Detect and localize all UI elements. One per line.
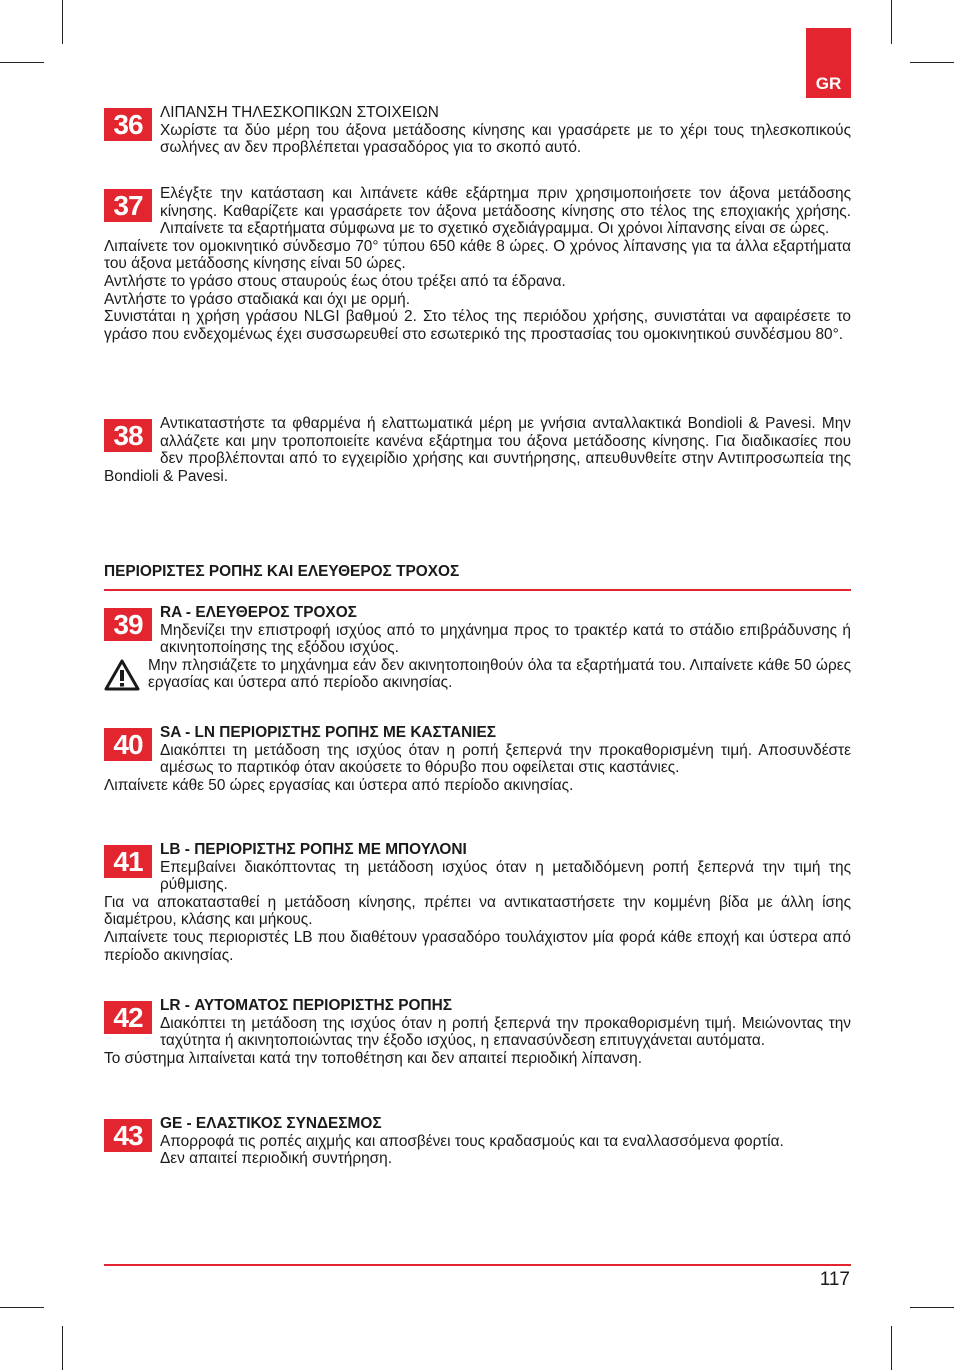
section-number: 43 [104, 1119, 152, 1152]
section-43 [104, 1115, 851, 1168]
footer-divider [104, 1264, 851, 1266]
section-36 [104, 104, 851, 157]
paragraph: Διακόπτει τη μετάδοση της ισχύος όταν η ροπή ξεπερνά την προκαθορισμένη τιμή. Αποσυνδέστε αμέσως το παρτικόφ όταν ακούσετε το θόρυβο που οφείλεται στις καστάνιες. [160, 741, 851, 777]
section-heading: GE - ΕΛΑΣΤΙΚΟΣ ΣΥΝΔΕΣΜΟΣ [160, 1115, 382, 1132]
section-number: 36 [104, 108, 152, 141]
section-number: 40 [104, 728, 152, 761]
crop-mark [0, 1307, 44, 1308]
warning-note [104, 657, 851, 692]
crop-mark [891, 0, 892, 44]
paragraph: Συνιστάται η χρήση γράσου NLGI βαθμού 2. Στο τέλος της περιόδου χρήσης, συνιστάται να αφαιρέσετε το γράσο που ενδεχομένως έχει συσσωρευθεί στο εσωτερικό της προστασίας του ομοκινητικού συνδέσμου 80°. [104, 308, 851, 343]
section-number: 41 [104, 845, 152, 878]
paragraph: Αντλήστε το γράσο στους σταυρούς έως ότου τρέξει από τα έδρανα. [104, 272, 566, 290]
section-41 [104, 841, 851, 964]
paragraph: Απορροφά τις ροπές αιχμής και αποσβένει τους κραδασμούς και τα εναλλασσόμενα φορτία. [160, 1132, 784, 1150]
paragraph: Λιπαίνετε κάθε 50 ώρες εργασίας και ύστερα από περίοδο ακινησίας. [104, 776, 574, 794]
section-number: 37 [104, 189, 152, 222]
page-number: 117 [819, 1269, 850, 1290]
section-40 [104, 724, 851, 794]
crop-mark [910, 62, 954, 63]
paragraph: Αντλήστε το γράσο σταδιακά και όχι με ορμή. [104, 290, 410, 308]
section-37 [104, 185, 851, 343]
section-number: 42 [104, 1001, 152, 1034]
section-39 [104, 604, 851, 692]
paragraph: Το σύστημα λιπαίνεται κατά την τοποθέτηση και δεν απαιτεί περιοδική λίπανση. [104, 1049, 643, 1067]
divider [104, 589, 851, 591]
section-number: 38 [104, 419, 152, 452]
crop-mark [891, 1326, 892, 1370]
crop-mark [0, 62, 44, 63]
chapter-title: ΠΕΡΙΟΡΙΣΤΕΣ ΡΟΠΗΣ ΚΑΙ ΕΛΕΥΘΕΡΟΣ ΤΡΟΧΟΣ [104, 563, 460, 580]
section-heading: RA - ΕΛΕΥΘΕΡΟΣ ΤΡΟΧΟΣ [160, 604, 357, 621]
paragraph: Δεν απαιτεί περιοδική συντήρηση. [160, 1150, 392, 1168]
language-label: GR [815, 74, 842, 93]
section-38 [104, 415, 851, 485]
warning-text: Μην πλησιάζετε το μηχάνημα εάν δεν ακινητοποιηθούν όλα τα εξαρτήματά του. Λιπαίνετε κάθε 50 ώρες εργασίας και ύστερα από περίοδο ακινησίας. [148, 656, 851, 692]
paragraph: Αντικαταστήστε τα φθαρμένα ή ελαττωματικά μέρη με γνήσια ανταλλακτικά Bondioli & Pavesi. Μην αλλάζετε και μην τροποποιείτε κανένα εξάρτημα του άξονα μετάδοσης κίνησης. Για διαδικασίες που δεν προβλέπονται από το εγχειρίδιο χρήσης και συντήρησης, απευθυνθείτε στην Αντιπροσωπεία της Bondioli & Pavesi. [104, 415, 851, 485]
language-tab [806, 28, 851, 98]
section-heading: SA - LN ΠΕΡΙΟΡΙΣΤΗΣ ΡΟΠΗΣ ΜΕ ΚΑΣΤΑΝΙΕΣ [160, 724, 497, 741]
paragraph: Επεμβαίνει διακόπτοντας τη μετάδοση ισχύος όταν η μεταδιδόμενη ροπή ξεπερνά την τιμή της ρύθμισης. [160, 858, 851, 894]
section-heading: ΛΙΠΑΝΣΗ ΤΗΛΕΣΚΟΠΙΚΩΝ ΣΤΟΙΧΕΙΩΝ [160, 104, 439, 121]
section-heading: LB - ΠΕΡΙΟΡΙΣΤΗΣ ΡΟΠΗΣ ΜΕ ΜΠΟΥΛΟΝΙ [160, 841, 467, 858]
crop-mark [910, 1307, 954, 1308]
paragraph: Λιπαίνετε τον ομοκινητικό σύνδεσμο 70° τύπου 650 κάθε 8 ώρες. Ο χρόνος λίπανσης για τα άλλα εξαρτήματα του άξονα μετάδοσης κίνησης είναι 50 ώρες. [104, 237, 851, 273]
paragraph: Για να αποκατασταθεί η μετάδοση κίνησης, πρέπει να αντικαταστήσετε την κομμένη βίδα με άλλη ίσης διαμέτρου, κλάσης και μήκους. [104, 893, 851, 929]
paragraph: Μηδενίζει την επιστροφή ισχύος από το μηχάνημα προς το τρακτέρ κατά το στάδιο επιβράδυνσης ή ακινητοποίησης της εξόδου ισχύος. [160, 621, 851, 657]
section-heading: LR - ΑΥΤΟΜΑΤΟΣ ΠΕΡΙΟΡΙΣΤΗΣ ΡΟΠΗΣ [160, 997, 452, 1014]
paragraph: Διακόπτει τη μετάδοση της ισχύος όταν η ροπή ξεπερνά την προκαθορισμένη τιμή. Μειώνοντας την ταχύτητα ή ακινητοποιώντας την έξοδο ισχύος, η επανασύνδεση επιτυγχάνεται αυτόματα. [160, 1014, 851, 1050]
section-number: 39 [104, 608, 152, 641]
crop-mark [62, 1326, 63, 1370]
warning-icon [104, 659, 140, 691]
section-42 [104, 997, 851, 1067]
paragraph: Χωρίστε τα δύο μέρη του άξονα μετάδοσης κίνησης και γρασάρετε με το χέρι τους τηλεσκοπικούς σωλήνες αν δεν προβλέπεται γρασαδόρος για το σκοπό αυτό. [160, 121, 851, 157]
paragraph: Ελέγξτε την κατάσταση και λιπάνετε κάθε εξάρτημα πριν χρησιμοποιήσετε τον άξονα μετάδοσης κίνησης. Καθαρίζετε και γρασάρετε τον άξονα μετάδοσης κίνησης στο τέλος της εποχιακής χρήσης. Λιπαίνετε τα εξαρτήματα σύμφωνα με το σχετικό σχεδιάγραμμα. Οι χρόνοι λίπανσης είναι σε ώρες. [160, 185, 851, 238]
paragraph: Λιπαίνετε τους περιοριστές LB που διαθέτουν γρασαδόρο τουλάχιστον μία φορά κάθε εποχή και ύστερα από περίοδο ακινησίας. [104, 928, 851, 964]
crop-mark [62, 0, 63, 44]
